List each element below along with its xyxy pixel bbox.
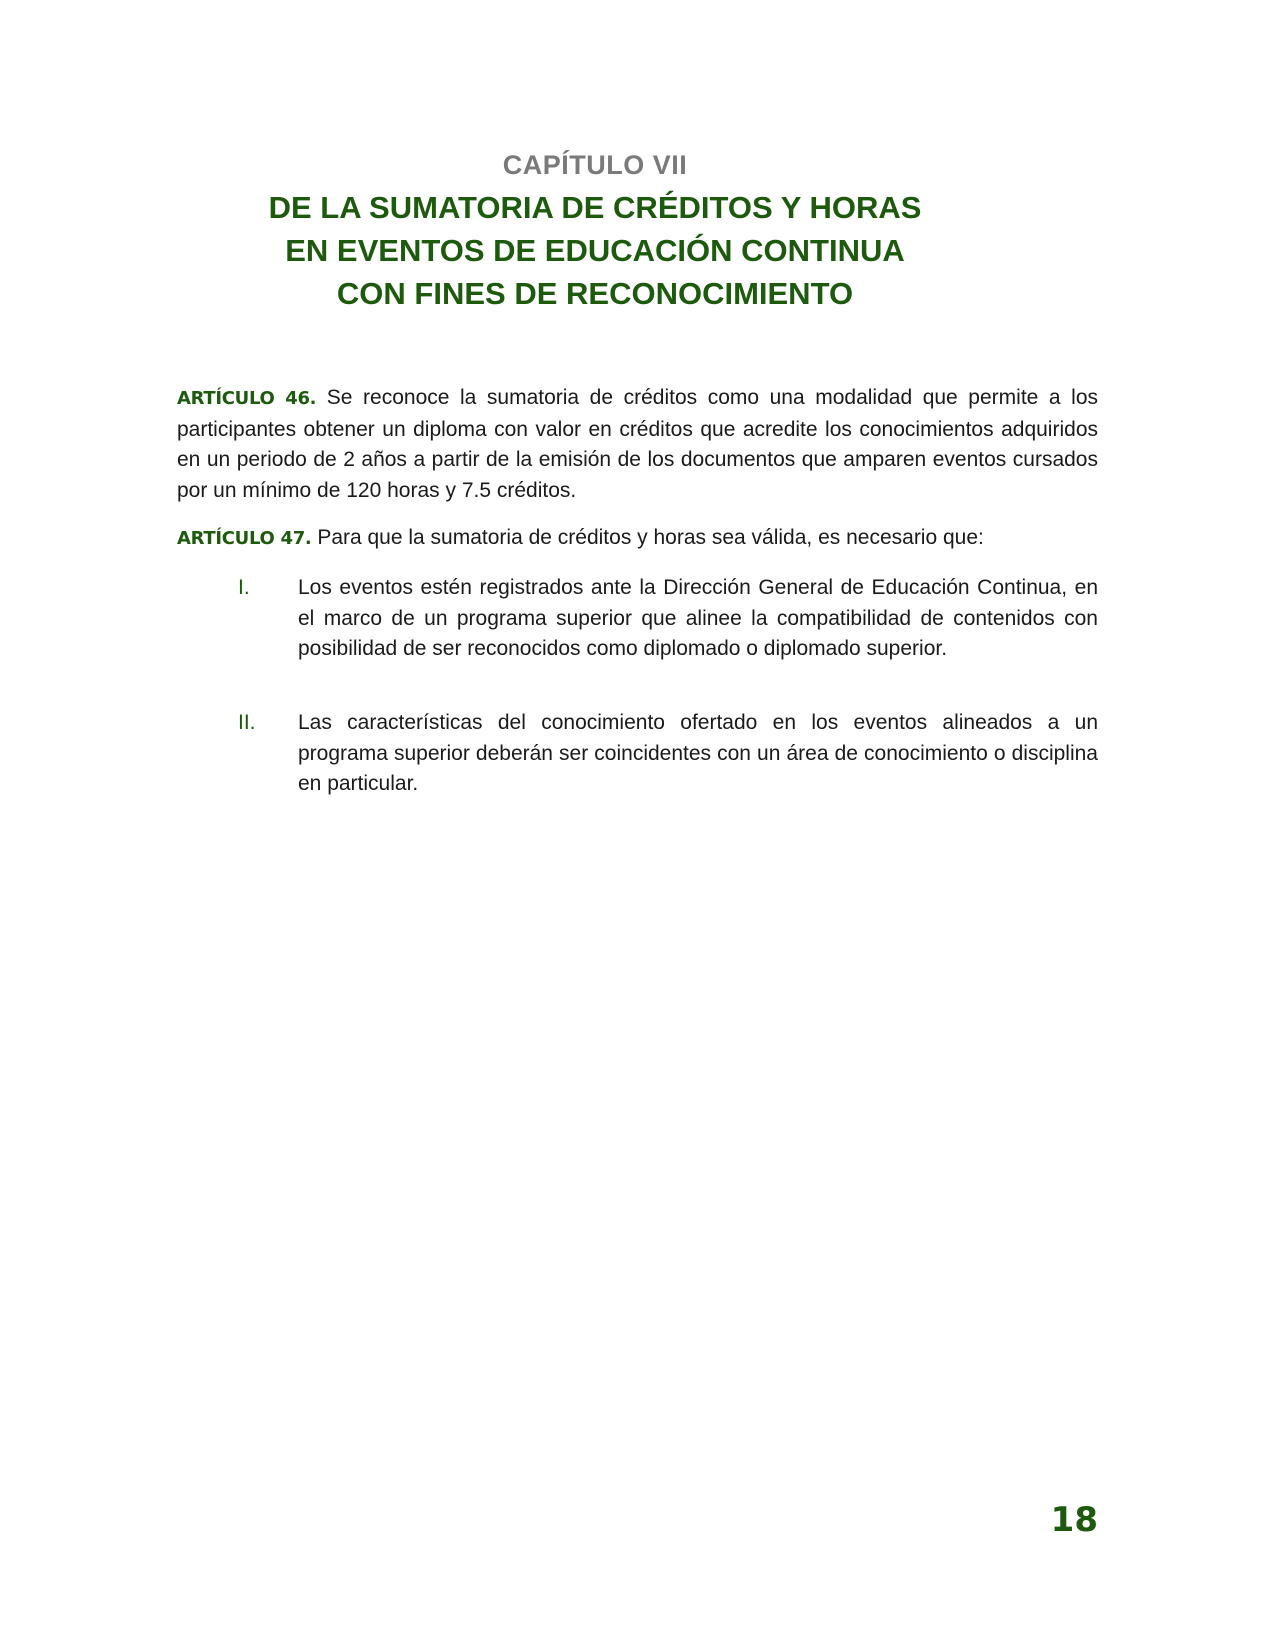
chapter-title-line: EN EVENTOS DE EDUCACIÓN CONTINUA (285, 233, 905, 268)
article-text: Para que la sumatoria de créditos y horas sea válida, es necesario que: (317, 526, 984, 549)
article-46 (177, 383, 1098, 506)
list-item-number: I. (238, 576, 250, 599)
chapter-title (200, 186, 990, 315)
article-text: Se reconoce la sumatoria de créditos como una modalidad que permite a los participantes obtener un diploma con valor en créditos que acredite los conocimientos adquiridos en un periodo de 2 años a partir de la emisión de los documentos que amparen eventos cursados por un mínimo de 120 horas y 7.5 créditos. (177, 386, 1098, 502)
article-label: ARTÍCULO 47. (177, 528, 312, 549)
page-number: 18 (1050, 1500, 1098, 1540)
list-item-number: II. (238, 711, 256, 734)
chapter-title-line: CON FINES DE RECONOCIMIENTO (336, 276, 854, 311)
chapter-label: CAPÍTULO VII (502, 150, 688, 180)
chapter-title-line: DE LA SUMATORIA DE CRÉDITOS Y HORAS (268, 190, 922, 225)
list-item-text: Las características del conocimiento ofertado en los eventos alineados a un programa superior deberán ser coincidentes con un área de conocimiento o disciplina en particular. (298, 711, 1098, 795)
article-47 (177, 523, 1098, 555)
article-label: ARTÍCULO 46. (177, 388, 317, 409)
list-item-text: Los eventos estén registrados ante la Dirección General de Educación Continua, en el marco de un programa superior que alinee la compatibilidad de contenidos con posibilidad de ser reconocidos como diplomado o diplomado superior. (298, 576, 1098, 660)
